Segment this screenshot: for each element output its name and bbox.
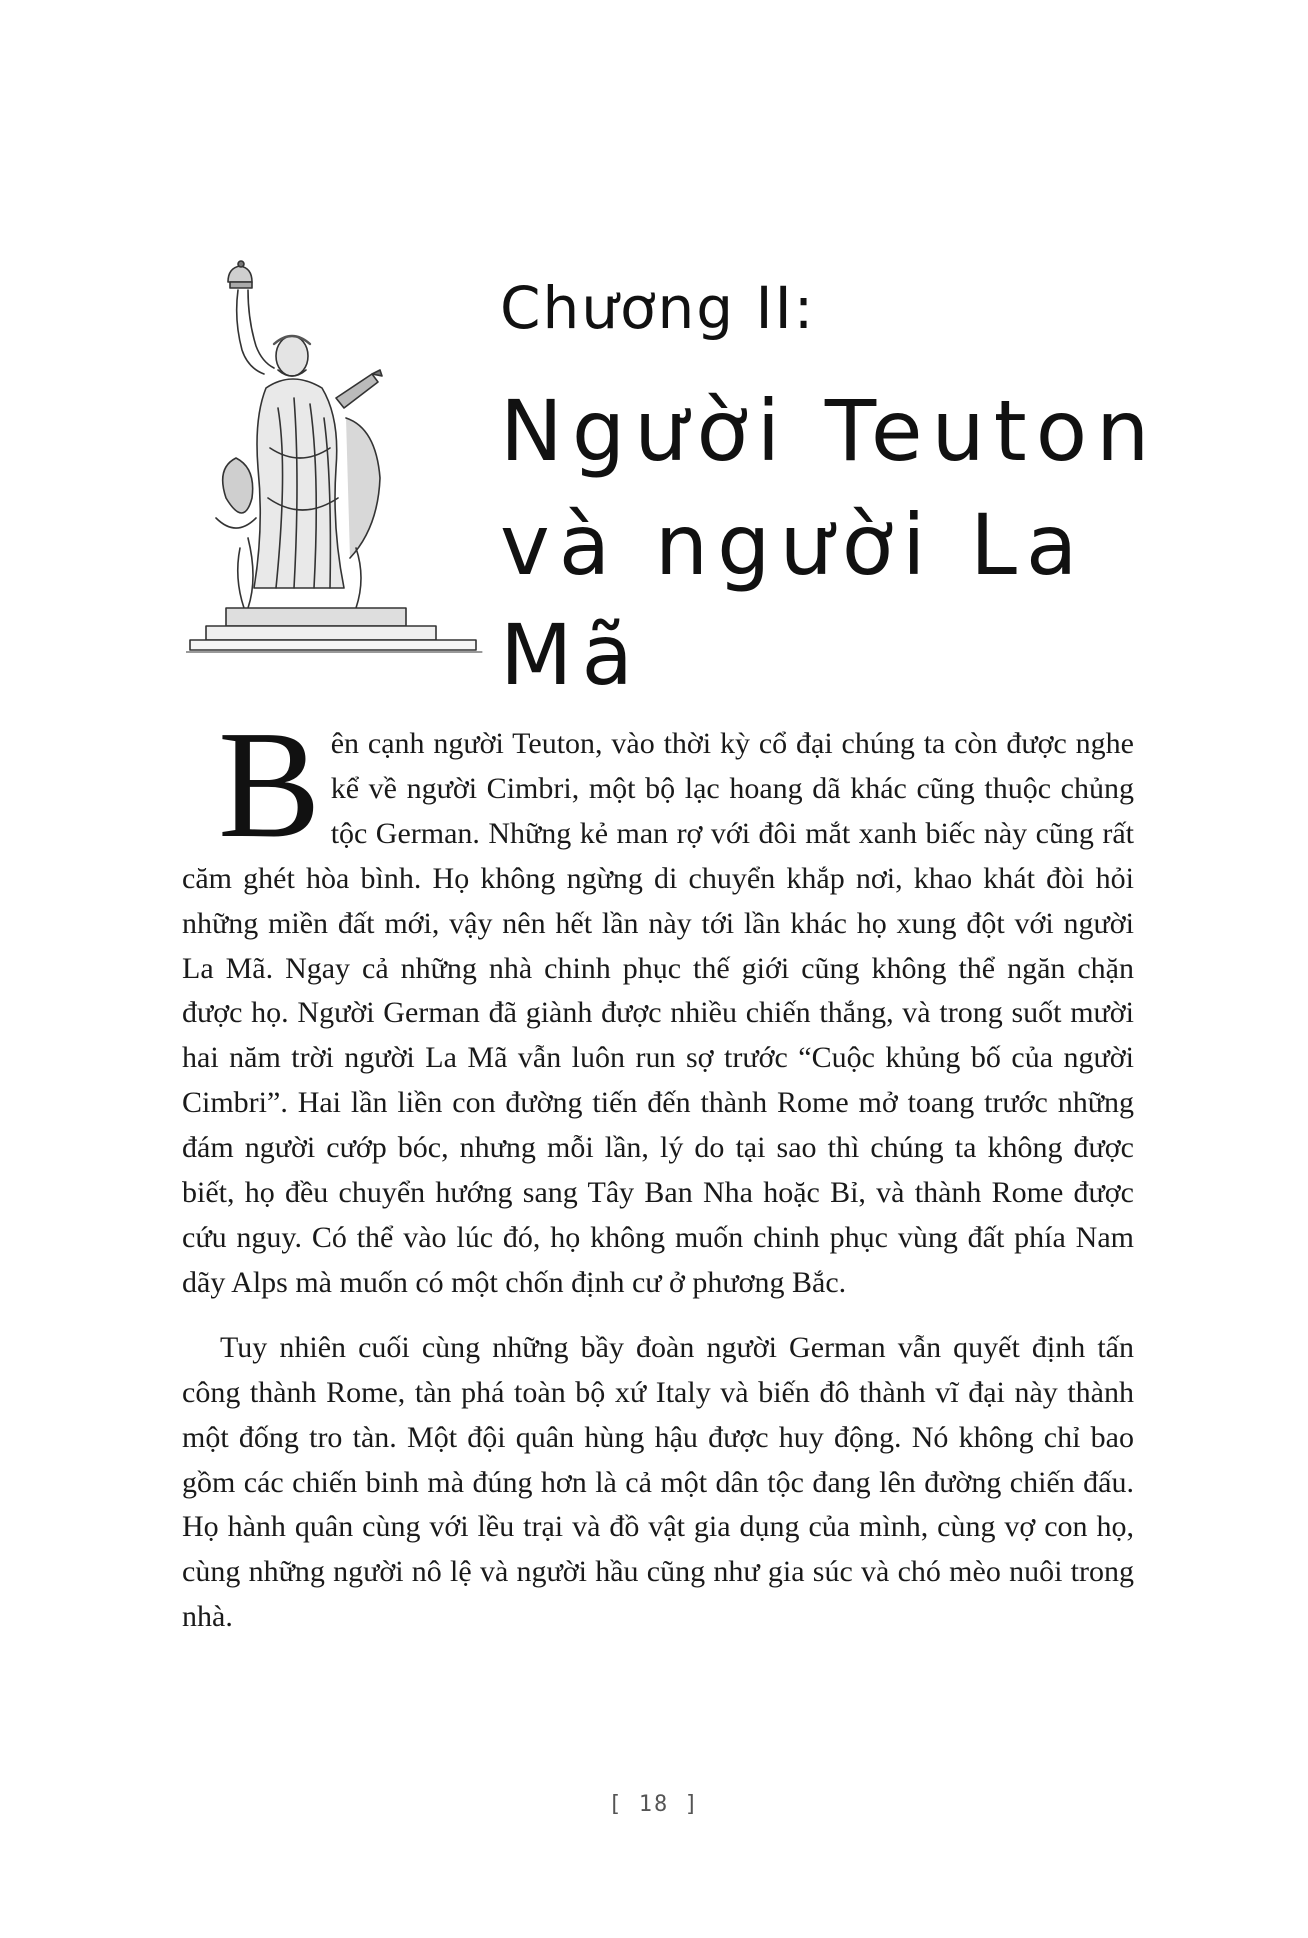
- chapter-label: Chương II:: [500, 274, 816, 342]
- paragraph-1-text: ên cạnh người Teuton, vào thời kỳ cổ đại chúng ta còn được nghe kể về người Cimbri, một bộ lạc hoang dã khác cũng thuộc chủng tộc German. Những kẻ man rợ với đôi mắt xanh biếc này cũng rất căm ghét hòa bình. Họ không ngừng di chuyển khắp nơi, khao khát đòi hỏi những miền đất mới, vậy nên hết lần này tới lần khác họ xung đột với người La Mã. Ngay cả những nhà chinh phục thế giới cũng không thể ngăn chặn được họ. Người German đã giành được nhiều chiến thắng, và trong suốt mười hai năm trời người La Mã vẫn luôn run sợ trước “Cuộc khủng bố của người Cimbri”. Hai lần liền con đường tiến đến thành Rome mở toang trước những đám người cướp bóc, nhưng mỗi lần, lý do tại sao thì chúng ta không được biết, họ đều chuyển hướng sang Tây Ban Nha hoặc Bỉ, và thành Rome được cứu nguy. Có thể vào lúc đó, họ không muốn chinh phục vùng đất phía Nam dãy Alps mà muốn có một chốn định cư ở phương Bắc.: [182, 727, 1134, 1299]
- statue-with-crown-icon: [186, 248, 486, 668]
- chapter-body: [182, 700, 1134, 1640]
- paragraph-2: Tuy nhiên cuối cùng những bầy đoàn người German vẫn quyết định tấn công thành Rome, tàn phá toàn bộ xứ Italy và biến đô thành vĩ đại này thành một đống tro tàn. Một đội quân hùng hậu được huy động. Nó không chỉ bao gồm các chiến binh mà đúng hơn là cả một dân tộc đang lên đường chiến đấu. Họ hành quân cùng với lều trại và đồ vật gia dụng của mình, cùng vợ con họ, cùng những người nô lệ và người hầu cũng như gia súc và chó mèo nuôi trong nhà.: [182, 1330, 1134, 1634]
- page-number: [ 18 ]: [608, 1792, 700, 1817]
- chapter-title-line-1: Người Teuton: [500, 382, 1159, 480]
- paragraph-1: [182, 700, 1134, 1306]
- drop-cap: B: [218, 700, 321, 870]
- chapter-title-line-2: và người La Mã: [500, 496, 1087, 704]
- chapter-heading: [500, 268, 1220, 710]
